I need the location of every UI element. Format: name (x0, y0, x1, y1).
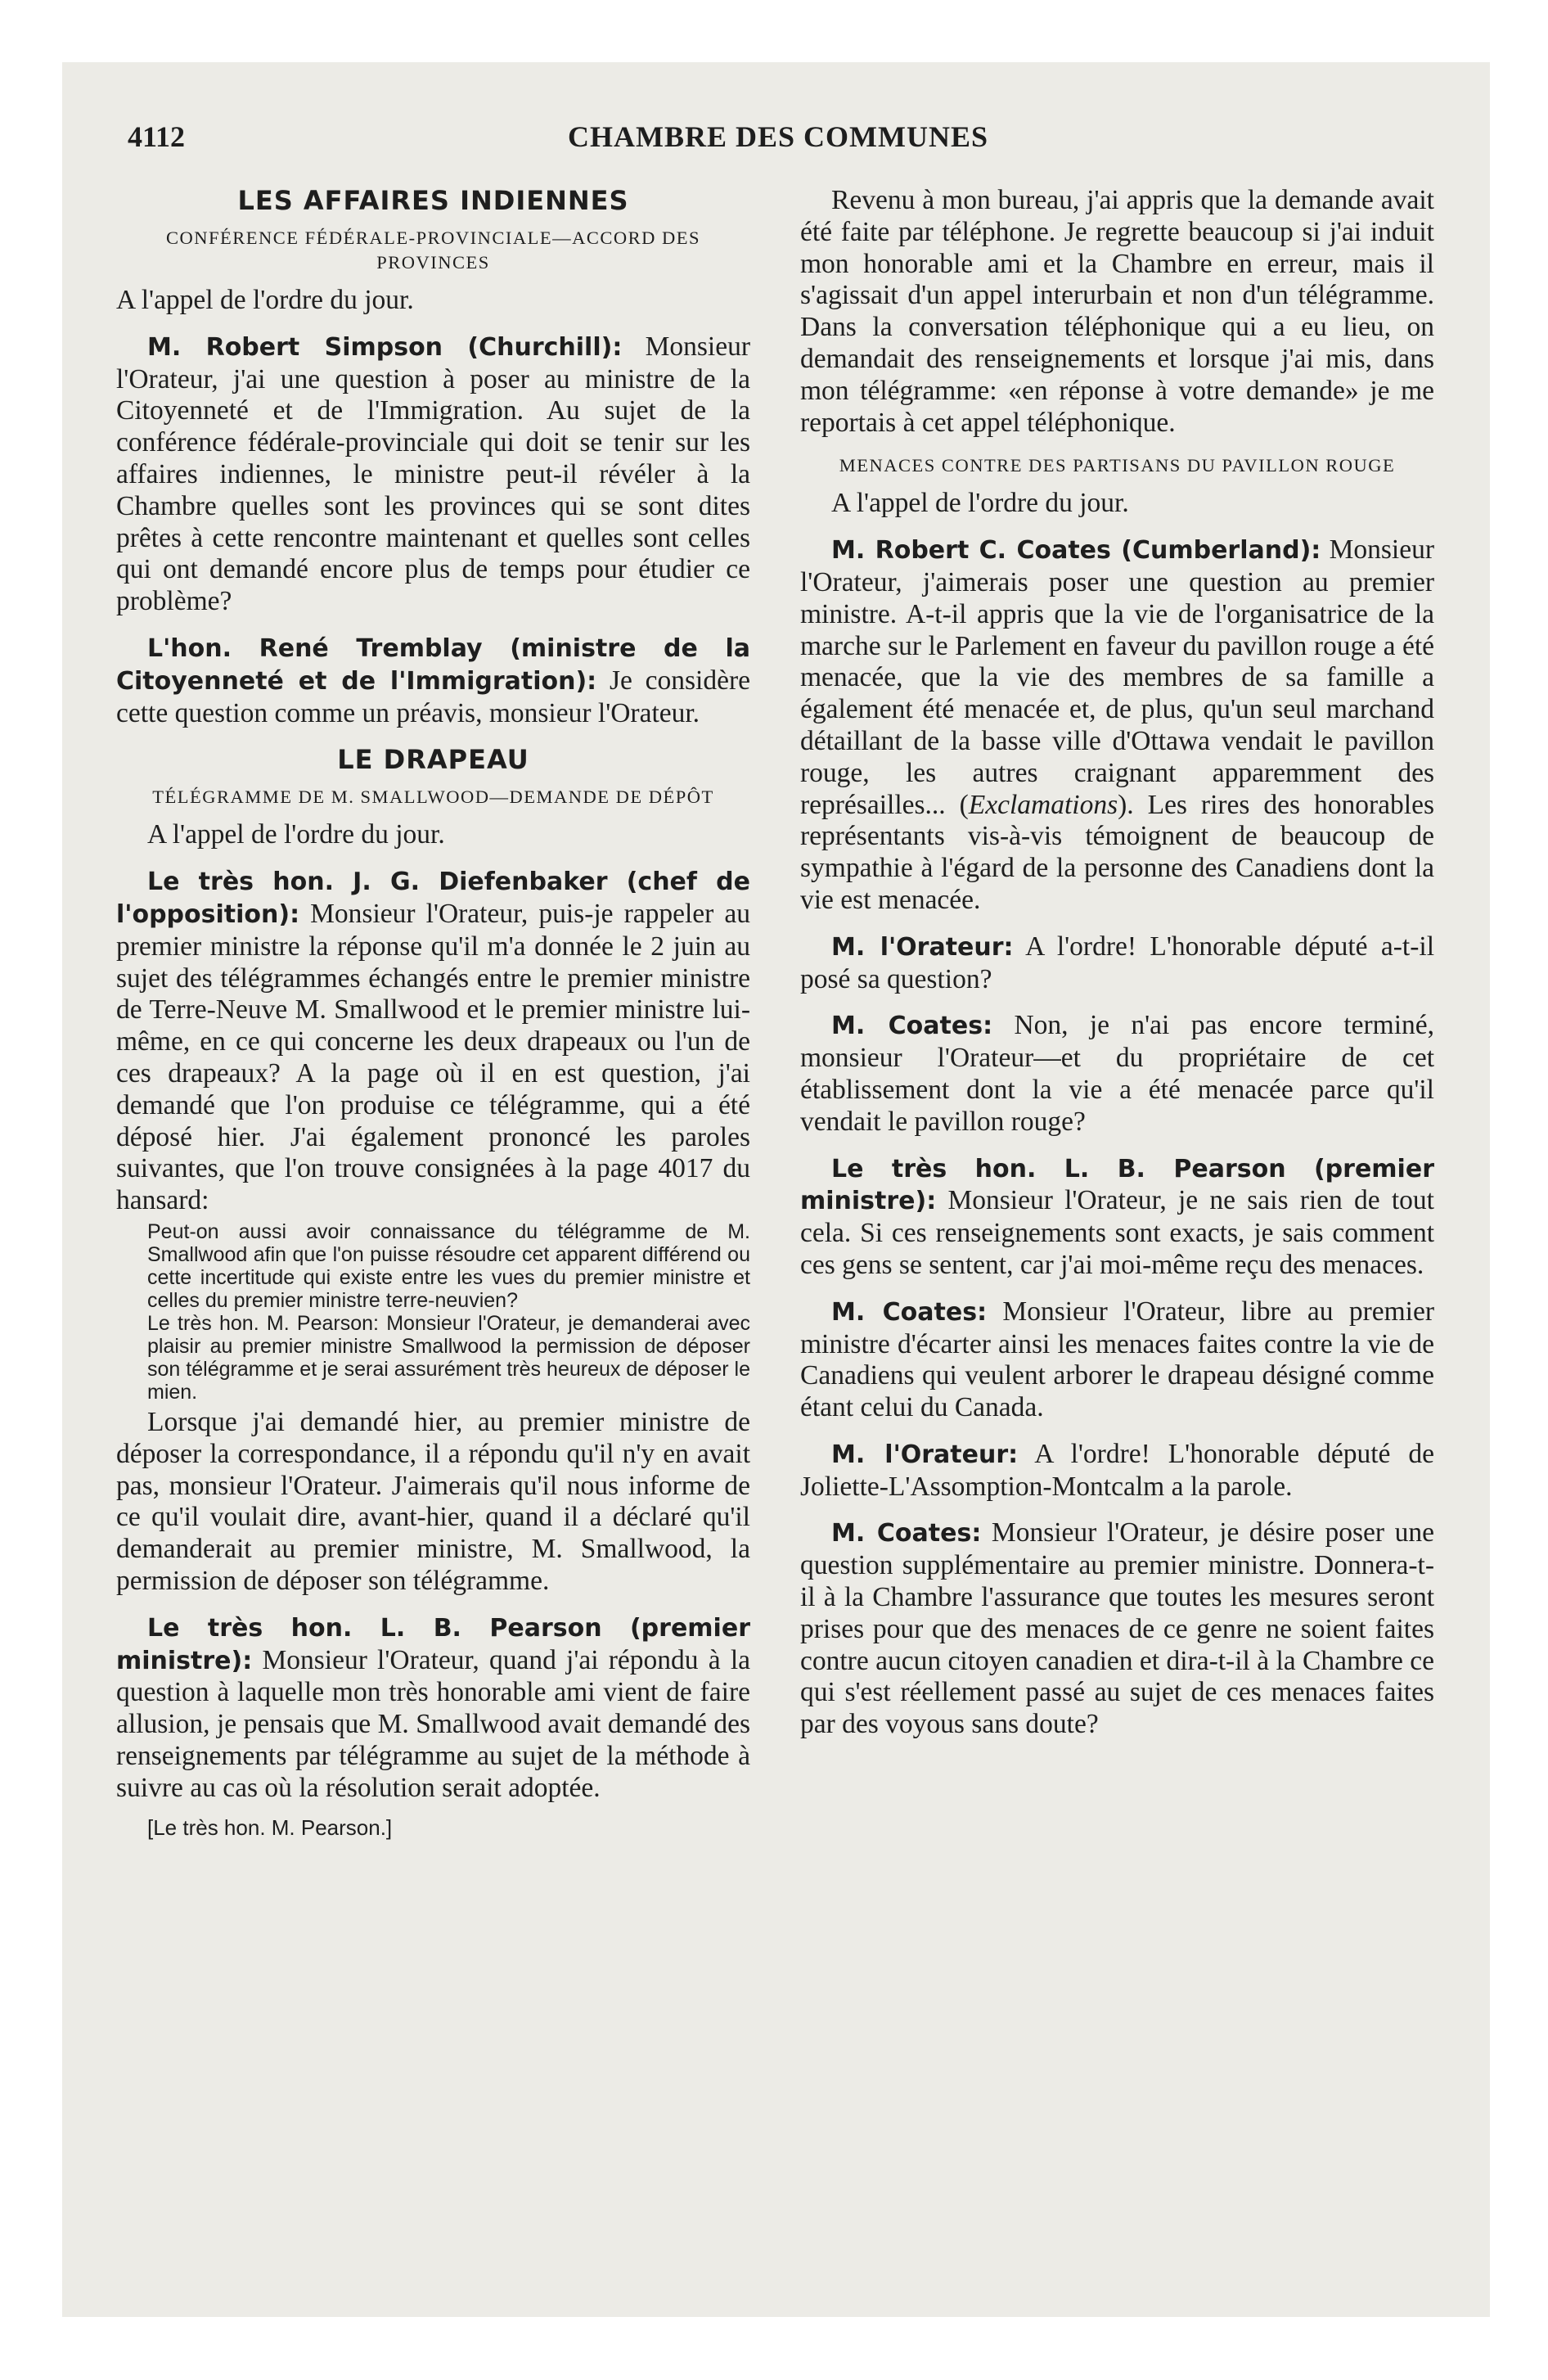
order-text: A l'appel de l'ordre du jour. (147, 819, 445, 850)
quote-paragraph: Le très hon. M. Pearson: Monsieur l'Orateur, je demanderai avec plaisir au premier ministre Smallwood la permission de déposer son télégramme et je serai assurément très heureux de déposer le mien. (147, 1311, 750, 1404)
page (62, 62, 1490, 2317)
speaker-name: Le très hon. J. G. Diefenbaker (chef de l'opposition): (116, 868, 750, 929)
speech (116, 1612, 750, 1805)
speech-continuation: Revenu à mon bureau, j'ai appris que la demande avait été faite par téléphone. Je regrette beaucoup si j'ai induit mon honorable ami et la Chambre en erreur, mais il s'agissait d'un appel interurbain et non d'un télégramme. Dans la conversation téléphonique qui a eu lieu, on demandait des renseignements et lorsque j'ai mis, dans mon télégramme: «en réponse à votre demande» je me reportais à cet appel téléphonique. (800, 185, 1434, 438)
speech-text: Monsieur l'Orateur, j'aimerais poser une question au premier ministre. A-t-il appris que la vie de l'organisatrice de la marche sur le Parlement en faveur du pavillon rouge a été menacée, que la vie des membres de sa famille a également été menacée et, de plus, qu'un seul marchand détaillant de la basse ville d'Ottawa vendait le pavillon rouge, les autres craignant apparemment des représailles... ( (800, 534, 1434, 820)
order-of-day (800, 488, 1434, 520)
speech (800, 534, 1434, 917)
order-text: A l'appel de l'ordre du jour. (831, 488, 1129, 519)
order-of-day (116, 285, 750, 317)
page-number: 4112 (128, 120, 186, 153)
section-title: LE DRAPEAU (337, 744, 529, 776)
speaker-name: M. l'Orateur: (831, 932, 1014, 962)
order-text: A l'appel de l'ordre du jour. (116, 285, 414, 315)
speaker-name: L'hon. René Tremblay (ministre de la Citoyenneté et de l'Immigration): (116, 633, 750, 696)
speech-text: Monsieur l'Orateur, libre au premier ministre d'écarter ainsi les menaces faites contre la vie de Canadiens qui veulent arborer le drapeau désigné comme étant celui du Canada. (800, 1296, 1434, 1423)
speech (800, 931, 1434, 996)
speech (800, 1439, 1434, 1503)
speaker-name: Le très hon. L. B. Pearson (premier ministre): (116, 1613, 750, 1675)
section-title: LES AFFAIRES INDIENNES (237, 185, 629, 216)
section-subtitle: TÉLÉGRAMME DE M. SMALLWOOD—DEMANDE DE DÉPÔT (152, 787, 714, 808)
speech-text: A l'ordre! L'honorable député a-t-il posé sa question? (800, 931, 1434, 994)
footer-bracket: [Le très hon. M. Pearson.] (147, 1815, 393, 1841)
quote-paragraph: Peut-on aussi avoir connaissance du télégramme de M. Smallwood afin que l'on puisse résoudre cet apparent différend ou cette incertitude qui existe entre les vues du premier ministre et celles du premier ministre terre-neuvien? (147, 1219, 750, 1312)
speech-text: Monsieur l'Orateur, j'ai une question à poser au ministre de la Citoyenneté et de l'Immigration. Au sujet de la conférence fédérale-provinciale qui doit se tenir sur les affaires indiennes, le ministre peut-il révéler à la Chambre quelles sont les provinces qui se sont dites prêtes à cette rencontre maintenant et quelles sont celles qui ont demandé encore plus de temps pour étudier ce problème? (116, 331, 751, 617)
section-subtitle: MENACES CONTRE DES PARTISANS DU PAVILLON ROUGE (839, 455, 1396, 476)
page-header (128, 119, 1429, 160)
speaker-name: Le très hon. L. B. Pearson (premier ministre): (800, 1154, 1434, 1216)
speech-text: ). Les rires des honorables représentants vis-à-vis témoignent de beaucoup de sympathie à l'égard de la personne des Canadiens dont la vie est menacée. (800, 789, 1434, 915)
speaker-name: M. Robert C. Coates (Cumberland): (831, 536, 1321, 566)
speech (116, 331, 750, 618)
speaker-name: M. Coates: (831, 1519, 982, 1548)
speech (800, 1153, 1434, 1282)
speech-text: Monsieur l'Orateur, puis-je rappeler au premier ministre la réponse qu'il m'a donnée le 2 juin au sujet des télégrammes échangés entre le premier ministre de Terre-Neuve M. Smallwood et le premier ministre lui-même, en ce qui concerne les deux drapeaux ou l'un de ces drapeaux? A la page où il en est question, j'ai demandé que l'on produise ce télégramme, qui a été déposé hier. J'ai également prononcé les paroles suivantes, que l'on trouve consignées à la page 4017 du hansard: (116, 898, 750, 1216)
left-column (116, 185, 750, 1841)
running-title: CHAMBRE DES COMMUNES (567, 120, 988, 153)
interjection: Exclamations (968, 789, 1118, 820)
speech-continuation: Lorsque j'ai demandé hier, au premier ministre de déposer la correspondance, il a répondu qu'il n'y en avait pas, monsieur l'Orateur. J'aimerais qu'il nous informe de ce qu'il voulait dire, avant-hier, quand il a déclaré qu'il demanderait au premier ministre, M. Smallwood, la permission de déposer son télégramme. (116, 1406, 750, 1596)
order-of-day (116, 819, 750, 851)
speech-text: Je considère cette question comme un préavis, monsieur l'Orateur. (116, 665, 750, 728)
hansard-quote (147, 1220, 750, 1404)
speech-text: A l'ordre! L'honorable député de Joliette-L'Assomption-Montcalm a la parole. (800, 1438, 1434, 1502)
speech (116, 866, 750, 1217)
speech (800, 1517, 1434, 1741)
speaker-name: M. Coates: (831, 1297, 988, 1327)
section-subtitle: CONFÉRENCE FÉDÉRALE-PROVINCIALE—ACCORD DES PROVINCES (165, 228, 701, 273)
speech (800, 1296, 1434, 1424)
speech-text: Non, je n'ai pas encore terminé, monsieur l'Orateur—et du propriétaire de cet établissement dont la vie a été menacée parce qu'il vendait le pavillon rouge? (800, 1010, 1434, 1137)
speaker-name: M. l'Orateur: (831, 1440, 1019, 1469)
speech-text: Monsieur l'Orateur, je désire poser une question supplémentaire au premier ministre. Donnera-t-il à la Chambre l'assurance que toutes les mesures seront prises pour que des menaces de ce genre ne soient faites contre aucun citoyen canadien et dira-t-il à la Chambre ce qui s'est réellement passé au sujet de ces menaces faites par des voyous sans doute? (800, 1517, 1435, 1740)
speech (116, 633, 750, 729)
speech-text: Monsieur l'Orateur, je ne sais rien de tout cela. Si ces renseignements sont exacts, je sais comment ces gens se sentent, car j'ai moi-même reçu des menaces. (800, 1185, 1434, 1280)
speaker-name: M. Robert Simpson (Churchill): (147, 332, 623, 362)
speech (800, 1010, 1434, 1138)
speech-text: Monsieur l'Orateur, quand j'ai répondu à la question à laquelle mon très honorable ami vient de faire allusion, je pensais que M. Smallwood avait demandé des renseignements par télégramme au sujet de la méthode à suivre au cas où la résolution serait adoptée. (116, 1644, 750, 1803)
right-column (800, 185, 1434, 1741)
speaker-name: M. Coates: (831, 1012, 993, 1041)
